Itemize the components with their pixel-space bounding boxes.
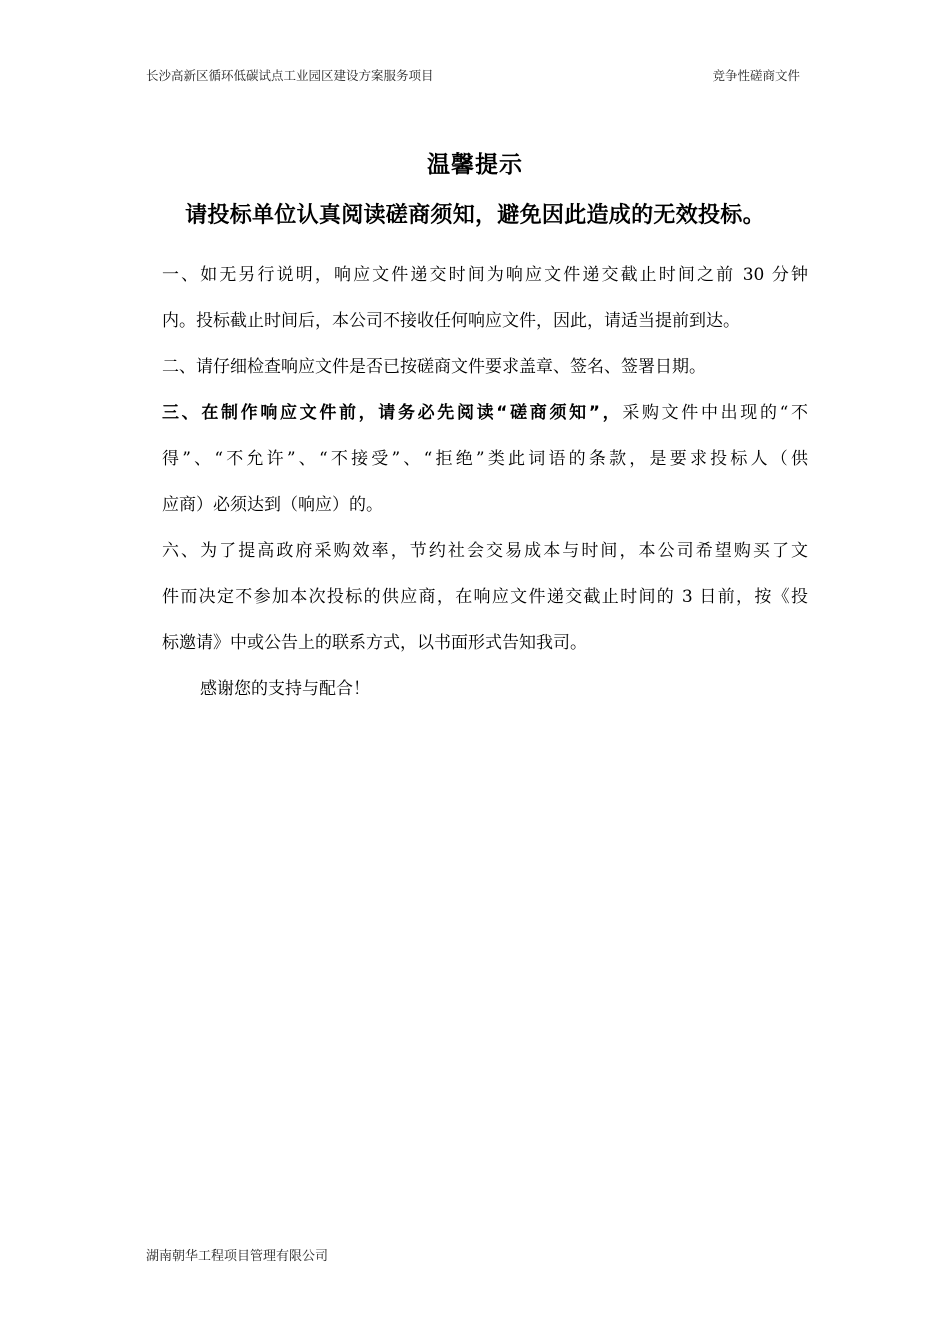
paragraph-2 xyxy=(162,352,808,398)
paragraph-line: 二、请仔细检查响应文件是否已按磋商文件要求盖章、签名、签署日期。 xyxy=(162,357,706,377)
paragraph-4 xyxy=(162,536,808,674)
paragraph-line: 件而决定不参加本次投标的供应商，在响应文件递交截止时间的 3 日前，按《投 xyxy=(162,587,808,607)
paragraph-1 xyxy=(162,260,808,352)
header-project-name: 长沙高新区循环低碳试点工业园区建设方案服务项目 xyxy=(146,68,434,83)
notice-body xyxy=(162,260,808,720)
paragraph-3 xyxy=(162,398,808,536)
thanks-line: 感谢您的支持与配合！ xyxy=(200,679,370,699)
paragraph-line: 得”、“不允许”、“不接受”、“拒绝”类此词语的条款，是要求投标人（供 xyxy=(162,449,808,469)
paragraph-line: 内。投标截止时间后，本公司不接收任何响应文件，因此，请适当提前到达。 xyxy=(162,311,740,331)
bold-emphasis: 三、在制作响应文件前，请务必先阅读“磋商须知”， xyxy=(162,403,623,423)
paragraph-line: 应商）必须达到（响应）的。 xyxy=(162,495,383,515)
page-title: 温馨提示 xyxy=(427,152,523,178)
footer-company: 湖南朝华工程项目管理有限公司 xyxy=(146,1249,329,1264)
paragraph-text: 采购文件中出现的“不 xyxy=(622,403,808,423)
paragraph-line: 六、为了提高政府采购效率，节约社会交易成本与时间，本公司希望购买了文 xyxy=(162,541,808,561)
header-document-type: 竞争性磋商文件 xyxy=(712,68,800,83)
paragraph-line xyxy=(162,398,808,444)
header-divider xyxy=(146,88,804,89)
paragraph-line: 标邀请》中或公告上的联系方式，以书面形式告知我司。 xyxy=(162,633,587,653)
page-subtitle: 请投标单位认真阅读磋商须知，避免因此造成的无效投标。 xyxy=(185,203,765,228)
paragraph-line: 一、如无另行说明，响应文件递交时间为响应文件递交截止时间之前 30 分钟 xyxy=(162,265,808,285)
